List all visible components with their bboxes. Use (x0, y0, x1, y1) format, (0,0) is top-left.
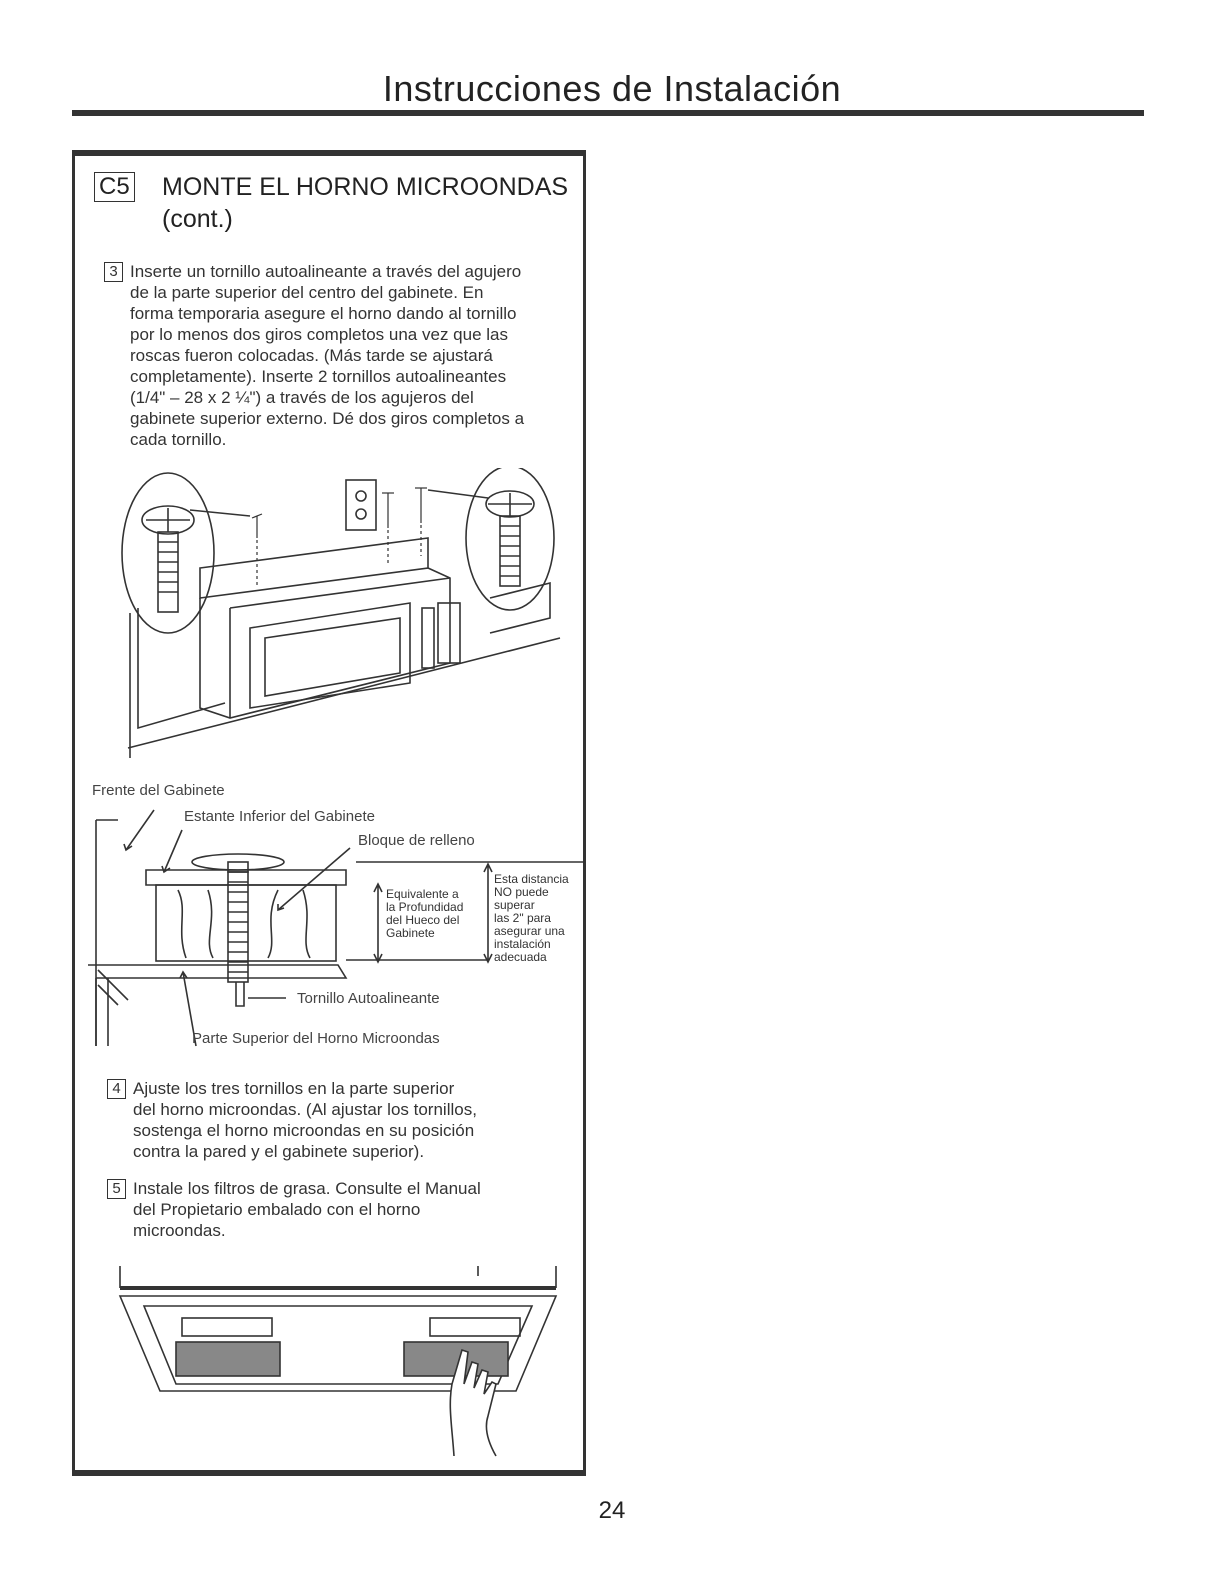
label-parte-superior: Parte Superior del Horno Microondas (192, 1030, 440, 1047)
step-number: 3 (104, 262, 123, 282)
step-line: Instale los filtros de grasa. Consulte el Manual (133, 1179, 481, 1198)
label-frente-gabinete: Frente del Gabinete (92, 782, 225, 799)
section-title-cont: (cont.) (162, 205, 233, 233)
step-line: por lo menos dos giros completos una vez que las (130, 325, 508, 344)
step-number: 4 (107, 1079, 126, 1099)
label-line: superar (494, 898, 535, 912)
label-line: las 2" para (494, 911, 551, 925)
step-line: contra la pared y el gabinete superior). (133, 1142, 425, 1161)
label-line: la Profundidad (386, 900, 464, 914)
step-line: microondas. (133, 1221, 226, 1240)
label-line: asegurar una (494, 924, 565, 938)
step-line: del horno microondas. (Al ajustar los tornillos, (133, 1100, 477, 1119)
step-line: forma temporaria asegure el horno dando al tornillo (130, 304, 517, 323)
step-line: completamente). Inserte 2 tornillos autoalineantes (130, 367, 507, 386)
label-estante-inferior: Estante Inferior del Gabinete (184, 808, 375, 825)
label-line: del Hueco del (386, 913, 460, 927)
label-line: instalación (494, 937, 551, 951)
step-line: Inserte un tornillo autoalineante a través del agujero (130, 262, 522, 281)
section-code: C5 (94, 172, 135, 202)
page-number: 24 (598, 1497, 626, 1524)
label-line: NO puede (494, 885, 549, 899)
step-line: cada tornillo. (130, 430, 227, 449)
step-text (130, 261, 524, 450)
step-text (133, 1078, 477, 1162)
page-title: Instrucciones de Instalación (382, 68, 842, 109)
label-line: Equivalente a (386, 887, 459, 901)
label-line: adecuada (494, 950, 547, 964)
step-line: del Propietario embalado con el horno (133, 1200, 421, 1219)
label-equivalente (386, 888, 463, 940)
step-line: (1/4" – 28 x 2 ¼") a través de los agujeros del (130, 388, 474, 407)
label-distancia (494, 873, 569, 964)
label-bloque-relleno: Bloque de relleno (358, 832, 475, 849)
label-line: Gabinete (386, 926, 435, 940)
step-line: de la parte superior del centro del gabinete. En (130, 283, 484, 302)
step-number: 5 (107, 1179, 126, 1199)
step-line: sostenga el horno microondas en su posición (133, 1121, 475, 1140)
section-title: MONTE EL HORNO MICROONDAS (162, 173, 569, 201)
step-line: roscas fueron colocadas. (Más tarde se ajustará (130, 346, 493, 365)
microwave-screws-illustration (110, 468, 570, 758)
label-tornillo-autoalineante: Tornillo Autoalineante (297, 990, 440, 1007)
label-line: Esta distancia (494, 872, 569, 886)
step-line: Ajuste los tres tornillos en la parte superior (133, 1079, 455, 1098)
step-text (133, 1178, 481, 1241)
step-line: gabinete superior externo. Dé dos giros completos a (130, 409, 525, 428)
title-rule (72, 110, 1144, 116)
grease-filter-illustration (116, 1266, 566, 1466)
